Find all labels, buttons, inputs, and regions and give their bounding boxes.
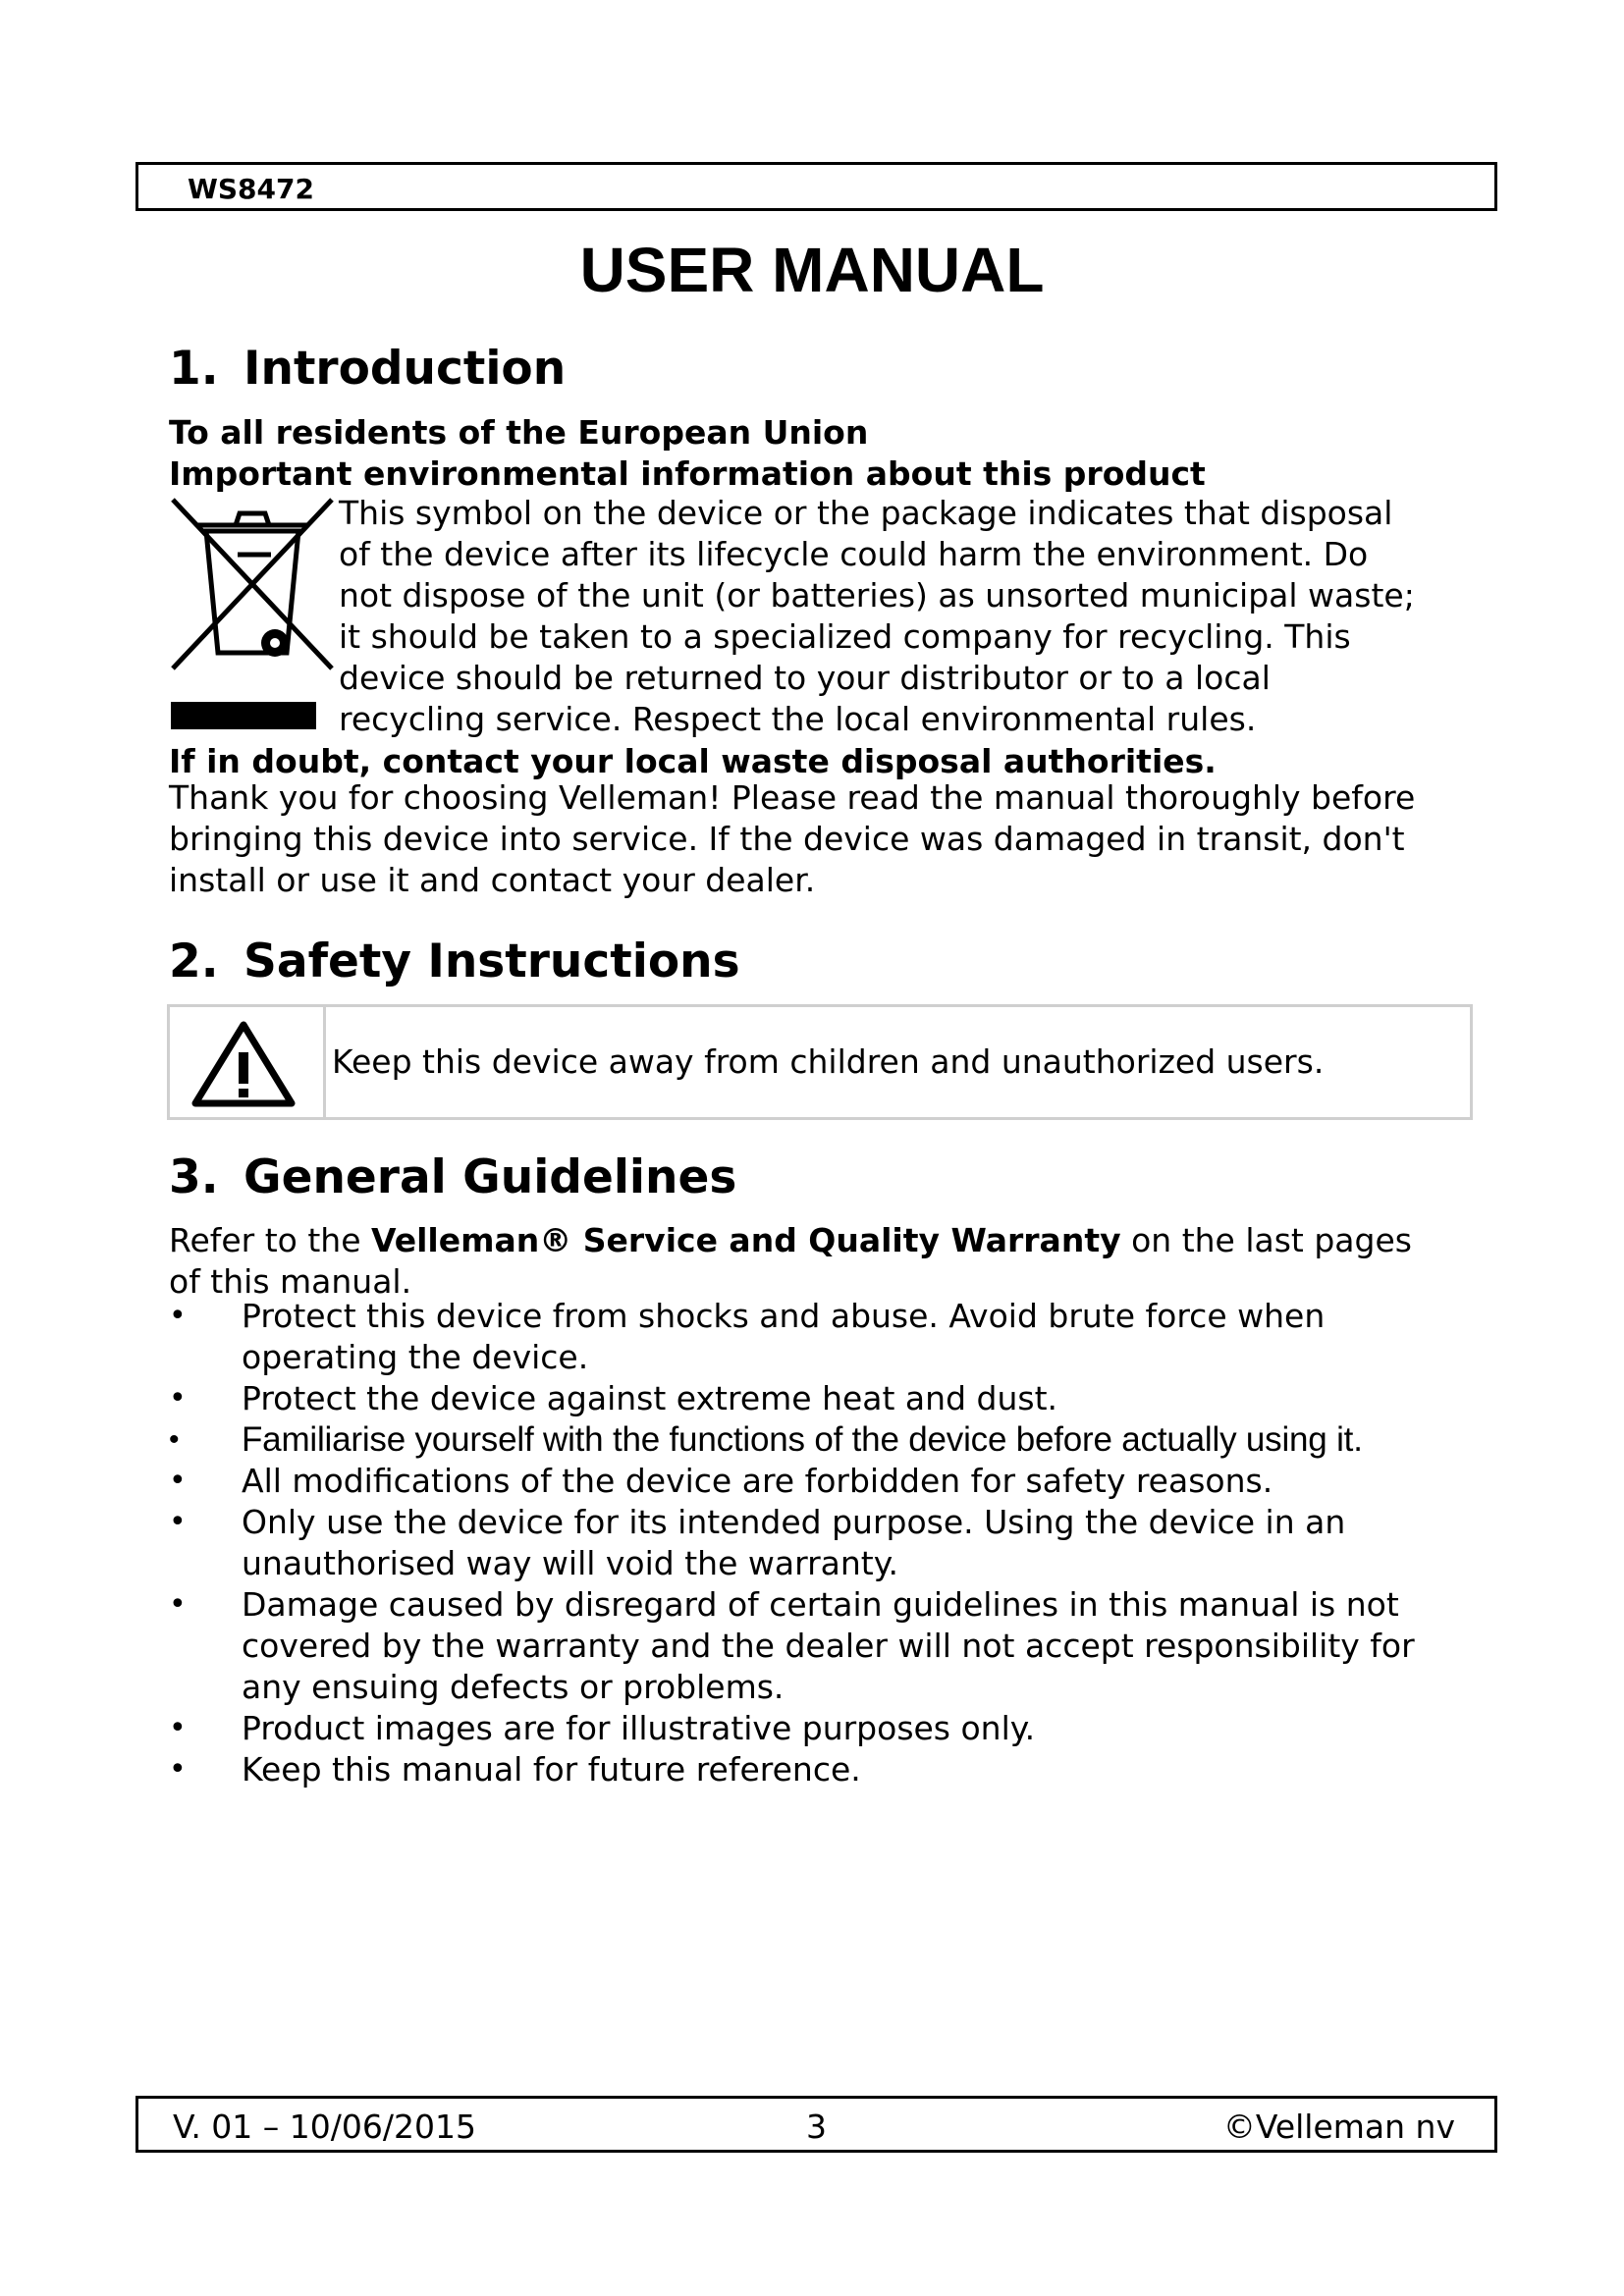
safety-warning-box — [167, 1004, 1473, 1120]
warranty-reference — [169, 1220, 1475, 1303]
weee-line: recycling service. Respect the local environmental rules. — [339, 700, 1257, 738]
safety-warning-text: Keep this device away from children and unauthorized users. — [332, 1042, 1325, 1081]
section-intro-heading — [169, 342, 566, 396]
list-item: • Damage caused by disregard of certain guidelines in this manual is not covered by the warranty and the dealer will not accept responsibility for any ensuing defects or problems. — [169, 1584, 1475, 1708]
section-number: 2. — [169, 934, 219, 988]
warranty-ref-bold: Velleman® Service and Quality Warranty — [371, 1221, 1121, 1259]
section-title: Introduction — [244, 342, 567, 396]
section-guidelines-heading — [169, 1150, 736, 1204]
warning-triangle-icon — [189, 1019, 298, 1109]
weee-line: device should be returned to your distributor or to a local — [339, 659, 1271, 697]
model-number: WS8472 — [188, 173, 314, 205]
footer-box — [135, 2096, 1497, 2153]
warranty-ref-suffix: on the last pages — [1120, 1221, 1412, 1259]
doubt-line: If in doubt, contact your local waste disposal authorities. — [169, 742, 1217, 780]
weee-line: not dispose of the unit (or batteries) as unsorted municipal waste; — [339, 576, 1415, 614]
list-item: • Only use the device for its intended purpose. Using the device in an unauthorised way will void the warranty. — [169, 1502, 1475, 1584]
section-title: Safety Instructions — [244, 934, 740, 988]
warranty-ref-line2: of this manual. — [169, 1262, 412, 1301]
section-title: General Guidelines — [244, 1150, 737, 1204]
list-item: • Protect the device against extreme heat and dust. — [169, 1378, 1475, 1419]
thanks-line: install or use it and contact your dealer. — [169, 861, 816, 899]
guidelines-list — [169, 1296, 1475, 1790]
list-item: • Keep this manual for future reference. — [169, 1749, 1475, 1790]
warning-icon-cell — [170, 1007, 326, 1117]
document-title: USER MANUAL — [579, 235, 1045, 305]
version-date: V. 01 – 10/06/2015 — [173, 2108, 476, 2146]
section-safety-heading — [169, 934, 740, 988]
weee-line: it should be taken to a specialized company for recycling. This — [339, 617, 1351, 656]
warranty-ref-prefix: Refer to the — [169, 1221, 371, 1259]
copyright: ©Velleman nv — [1222, 2108, 1455, 2146]
section-number: 1. — [169, 342, 219, 396]
weee-description — [339, 493, 1478, 740]
weee-line: of the device after its lifecycle could harm the environment. Do — [339, 535, 1369, 573]
list-item: • All modifications of the device are forbidden for safety reasons. — [169, 1461, 1475, 1502]
list-item: • Protect this device from shocks and abuse. Avoid brute force when operating the device. — [169, 1296, 1475, 1378]
eu-residents-line: To all residents of the European Union — [169, 413, 869, 452]
thanks-paragraph — [169, 777, 1475, 901]
environmental-info-line: Important environmental information about this product — [169, 454, 1206, 493]
weee-line: This symbol on the device or the package indicates that disposal — [339, 494, 1393, 532]
thanks-line: bringing this device into service. If the device was damaged in transit, don't — [169, 820, 1405, 858]
list-item: • Product images are for illustrative purposes only. — [169, 1708, 1475, 1749]
page-number: 3 — [806, 2108, 827, 2146]
crossed-bin-icon — [169, 496, 336, 731]
header-box — [135, 162, 1497, 211]
list-item: • Familiarise yourself with the functions of the device before actually using it. — [169, 1419, 1475, 1461]
section-number: 3. — [169, 1150, 219, 1204]
thanks-line: Thank you for choosing Velleman! Please read the manual thoroughly before — [169, 778, 1416, 817]
